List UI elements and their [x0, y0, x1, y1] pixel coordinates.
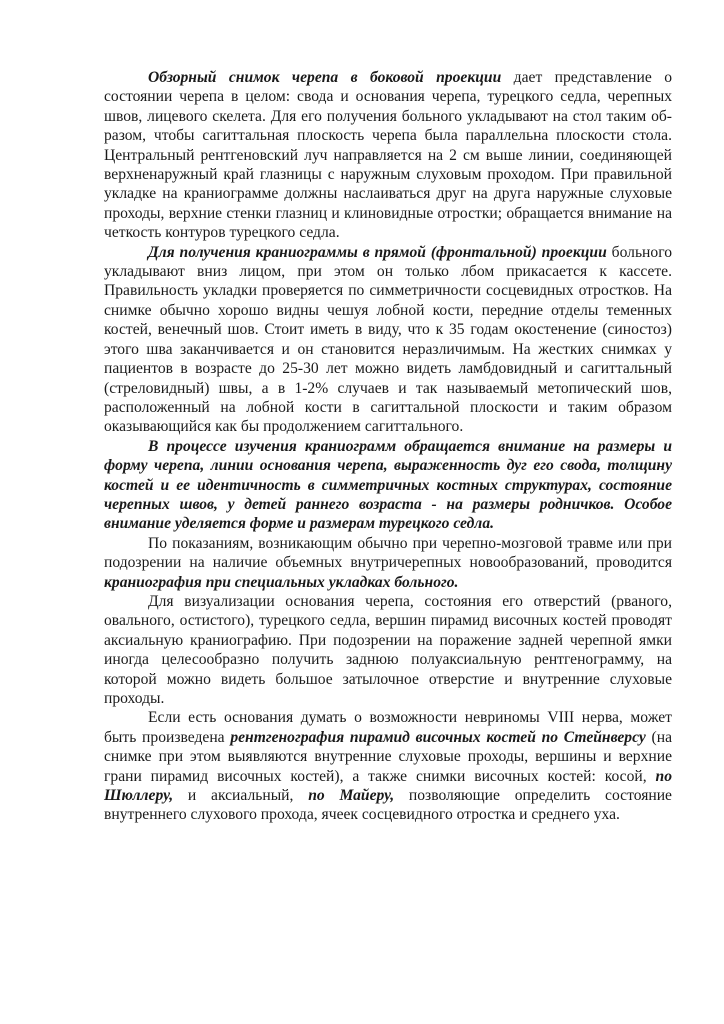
emphasis-frontal-projection: Для получения краниограммы в прямой (фронтальной) проекции [148, 243, 607, 261]
paragraph-text: (на снимке при этом выявляются внутренние слуховые проходы, вершины и верхние грани пирамид височных костей), а также снимки височных костей: косой, [104, 728, 672, 785]
paragraph-text: дает представление о состоянии черепа в целом: свода и основания черепа, турецкого седла, черепных швов, лицевого скелета. Для его получения больного укладывают на стол таким об- разом, чтобы сагиттальная плоскость черепа была параллельна плоскости стола. Центральный рентгеновский луч направляется на 2 см выше линии, соединяющей верхненаружный край глазницы с наружным слуховым проходом. При правильной укладке на краниограмме должны наслаиваться друг на друга наружные слуховые проходы, верхние стенки глазниц и клиновидные отростки; обращается внимание на четкость контуров турецкого седла. [104, 69, 672, 242]
paragraph-text: Если есть основания думать о возможности невриномы VIII нерва, может быть произведена [104, 709, 672, 746]
emphasis-stenvers: рентгенография пирамид височных костей по Стейнверсу [230, 728, 646, 746]
paragraph-text: и аксиальный, [173, 787, 309, 805]
emphasis-lateral-projection: Обзорный снимок черепа в боковой проекции [148, 69, 502, 86]
paragraph-frontal-projection [104, 243, 672, 437]
paragraph-craniogram-study [104, 437, 672, 534]
paragraph-text: больного укладывают вниз лицом, при этом он только лбом прикасается к кассете. Правильность укладки проверяется по симметричности сосцевидных отростков. На снимке обычно хорошо видны чешуя лобной кости, передние отделы теменных костей, венечный шов. Стоит иметь в виду, что к 35 годам окостенение (синостоз) этого шва заканчивается и он становится неразличимым. На жестких снимках у пациентов в возрасте до 25-30 лет можно видеть ламбдовидный и сагиттальный (стреловидный) швы, а в 1-2% случаев и так называемый метопический шов, расположенный на лобной кости в сагиттальной плоскости и таким образом оказывающийся как бы продолжением сагиттального. [104, 243, 673, 436]
paragraph-lateral-projection [104, 68, 672, 243]
emphasis-special-positions: краниография при специальных укладках больного. [104, 573, 459, 591]
emphasis-mayer: по Майеру, [308, 787, 395, 805]
paragraph-text: По показаниям, возникающим обычно при черепно-мозговой травме или при подозрении на наличие объемных внутричерепных новообразований, проводится [104, 534, 672, 572]
paragraph-text: позволяющие определить состояние внутреннего слухового прохода, ячеек сосцевидного отростка и среднего уха. [104, 787, 672, 824]
document-page [104, 68, 672, 825]
paragraph-skull-base [104, 592, 672, 708]
paragraph-indications [104, 534, 672, 592]
emphasis-schuller: по Шюллеру, [104, 767, 672, 805]
paragraph-text: В процессе изучения краниограмм обращается внимание на размеры и форму черепа, линии основания черепа, выраженность дуг его свода, толщину костей и ее идентичность в симметричных костных структурах, состояние черепных швов, у детей раннего возраста - на размеры родничков. Особое внимание уделяется форме и размерам турецкого седла. [104, 437, 672, 533]
paragraph-acoustic-neuroma [104, 708, 672, 824]
paragraph-text: Для визуализации основания черепа, состояния его отверстий (рваного, овального, остистого), турецкого седла, вершин пирамид височных костей проводят аксиальную краниографию. При подозрении на поражение задней черепной ямки иногда целесообразно получить заднюю полуаксиальную рентгенограмму, на которой можно видеть большое затылочное отверстие и внутренние слуховые проходы. [104, 592, 672, 707]
